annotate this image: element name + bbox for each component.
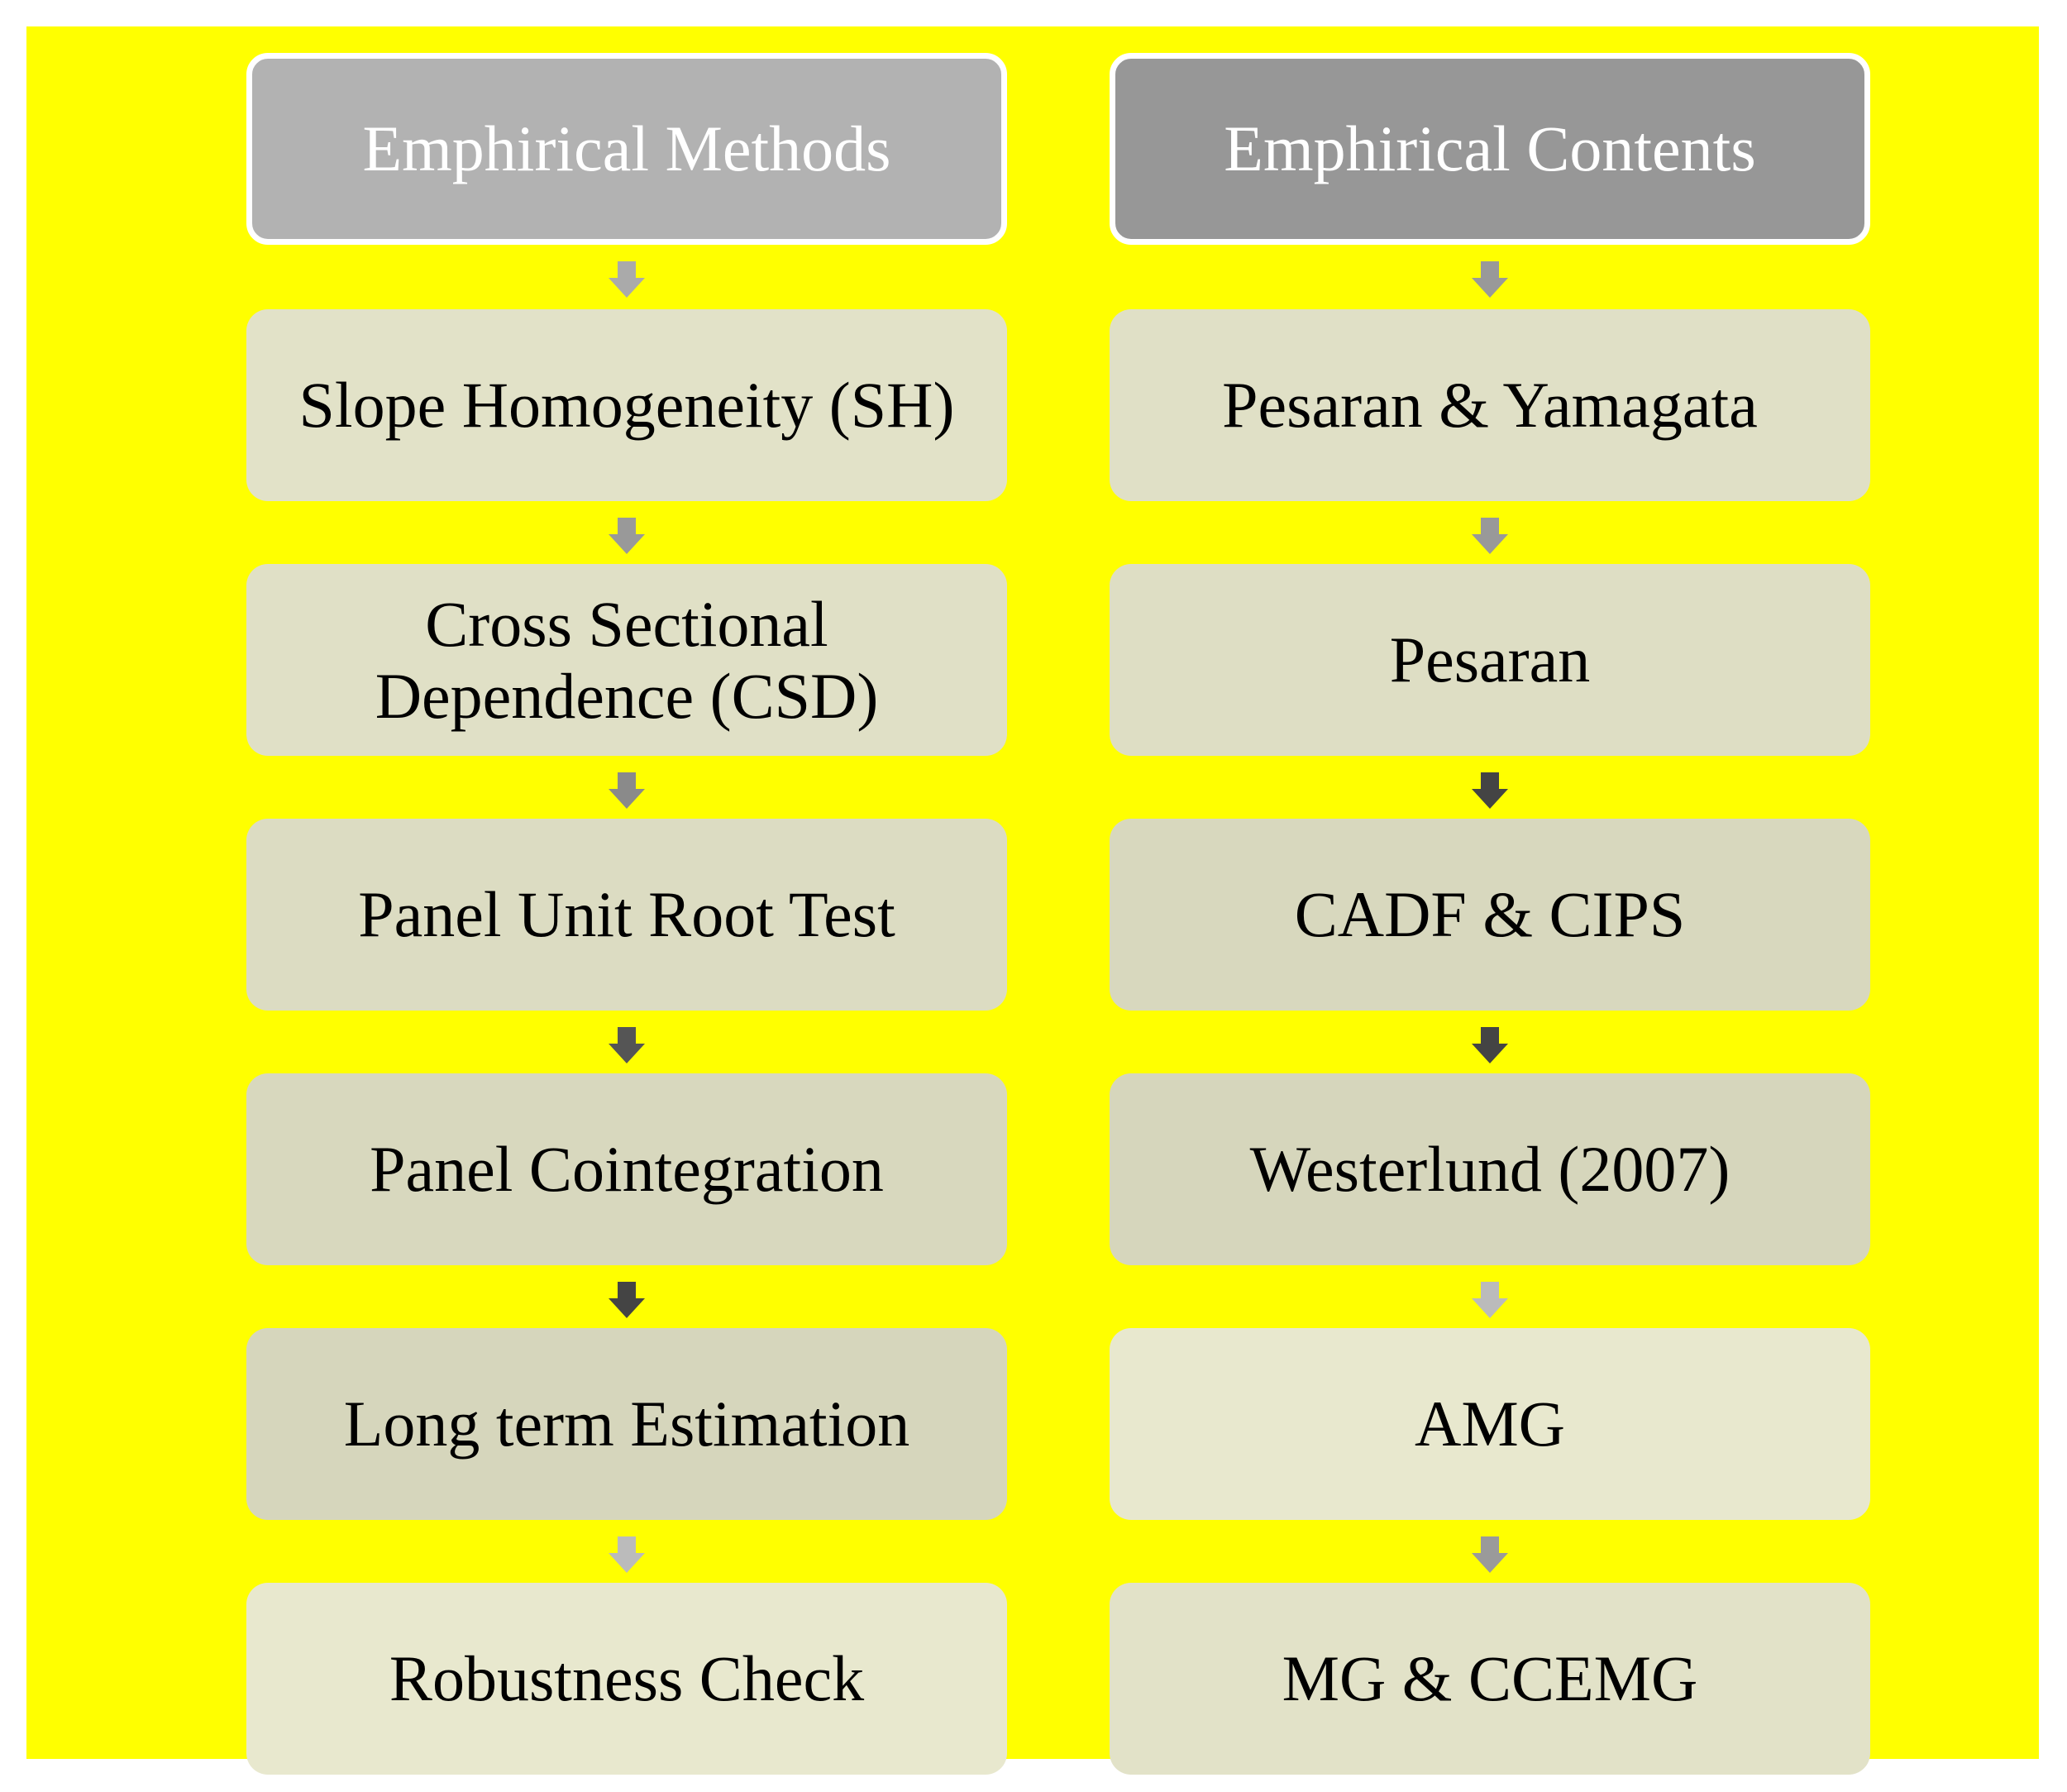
arrow-shape bbox=[609, 1027, 645, 1063]
step-robustness-check bbox=[246, 1583, 1007, 1775]
down-arrow-icon bbox=[609, 1027, 645, 1063]
down-arrow-icon bbox=[609, 1282, 645, 1318]
header-methods bbox=[246, 53, 1007, 245]
step-label: AMG bbox=[1414, 1388, 1565, 1460]
step-panel-unit-root-test bbox=[246, 819, 1007, 1011]
arrow-shape bbox=[609, 1282, 645, 1318]
step-label: Panel Cointegration bbox=[370, 1133, 884, 1206]
step-amg bbox=[1110, 1328, 1870, 1520]
step-mg-ccemg bbox=[1110, 1583, 1870, 1775]
step-label: Robustness Check bbox=[389, 1642, 865, 1715]
down-arrow-icon bbox=[609, 1536, 645, 1573]
step-label: Slope Homogeneity (SH) bbox=[298, 369, 955, 442]
down-arrow-icon bbox=[1472, 1027, 1508, 1063]
arrow-shape bbox=[1472, 518, 1508, 554]
step-pesaran-yamagata bbox=[1110, 309, 1870, 501]
down-arrow-icon bbox=[609, 518, 645, 554]
step-label: Pesaran & Yamagata bbox=[1222, 369, 1758, 442]
step-cross-sectional-dependence bbox=[246, 564, 1007, 756]
step-label: CADF & CIPS bbox=[1294, 878, 1686, 951]
step-westerlund bbox=[1110, 1073, 1870, 1265]
diagram-background bbox=[26, 26, 2039, 1759]
step-label: Panel Unit Root Test bbox=[358, 878, 895, 951]
arrow-shape bbox=[609, 518, 645, 554]
header-contents-label: Emphirical Contents bbox=[1224, 112, 1756, 184]
header-methods-label: Emphirical Methods bbox=[362, 112, 891, 184]
step-long-term-estimation bbox=[246, 1328, 1007, 1520]
step-label: Long term Estimation bbox=[343, 1388, 910, 1460]
arrow-shape bbox=[1472, 1027, 1508, 1063]
arrow-shape bbox=[1472, 1282, 1508, 1318]
step-panel-cointegration bbox=[246, 1073, 1007, 1265]
arrow-shape bbox=[1472, 1536, 1508, 1573]
arrow-shape bbox=[609, 261, 645, 298]
header-contents bbox=[1110, 53, 1870, 245]
arrow-shape bbox=[609, 772, 645, 809]
step-label: MG & CCEMG bbox=[1282, 1642, 1698, 1715]
down-arrow-icon bbox=[1472, 261, 1508, 298]
down-arrow-icon bbox=[1472, 1536, 1508, 1573]
step-cadf-cips bbox=[1110, 819, 1870, 1011]
down-arrow-icon bbox=[1472, 772, 1508, 809]
arrow-shape bbox=[1472, 772, 1508, 809]
down-arrow-icon bbox=[609, 261, 645, 298]
down-arrow-icon bbox=[609, 772, 645, 809]
step-label: Cross Sectional Dependence (CSD) bbox=[375, 587, 879, 732]
down-arrow-icon bbox=[1472, 518, 1508, 554]
step-label: Westerlund (2007) bbox=[1249, 1133, 1730, 1206]
arrow-shape bbox=[1472, 261, 1508, 298]
step-slope-homogeneity bbox=[246, 309, 1007, 501]
down-arrow-icon bbox=[1472, 1282, 1508, 1318]
step-label: Pesaran bbox=[1389, 624, 1591, 696]
step-pesaran bbox=[1110, 564, 1870, 756]
arrow-shape bbox=[609, 1536, 645, 1573]
